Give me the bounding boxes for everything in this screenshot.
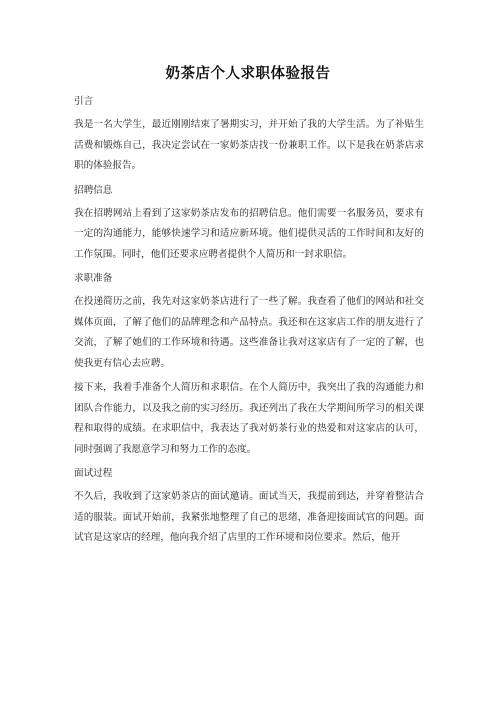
document-title: 奶茶店个人求职体验报告 — [165, 66, 331, 82]
section-heading-intro: 引言 — [74, 96, 94, 107]
section-paragraph: 接下来，我着手准备个人简历和求职信。在个人简历中，我突出了我的沟通能力和团队合作能力，以及我之前的实习经历。我还列出了我在大学期间所学习的相关课程和取得的成绩。在求职信中，我表达了我对奶茶行业的热爱和对这家店的认可，同时强调了我愿意学习和努力工作的态度。 — [74, 382, 424, 455]
section-heading-interview-process: 面试过程 — [74, 468, 113, 479]
section-paragraph: 在投递简历之前，我先对这家奶茶店进行了一些了解。我查看了他们的网站和社交媒体页面，了解了他们的品牌理念和产品特点。我还和在这家店工作的朋友进行了交流，了解了她们的工作环境和待遇。这些准备让我对这家店有了一定的了解，也使我更有信心去应聘。 — [74, 296, 424, 369]
section-paragraph: 不久后，我收到了这家奶茶店的面试邀请。面试当天，我提前到达，并穿着整洁合适的服装。面试开始前，我紧张地整理了自己的思绪，准备迎接面试官的问题。面试官是这家店的经理，他向我介绍了店里的工作环境和岗位要求。然后，他开 — [74, 491, 424, 543]
document-body — [74, 92, 424, 553]
section-paragraph: 我是一名大学生，最近刚刚结束了暑期实习，并开始了我的大学生活。为了补贴生活费和锻炼自己，我决定尝试在一家奶茶店找一份兼职工作。以下是我在奶茶店求职的体验报告。 — [74, 119, 424, 171]
section-heading-recruitment-info: 招聘信息 — [74, 184, 113, 196]
section-paragraph: 我在招聘网站上看到了这家奶茶店发布的招聘信息。他们需要一名服务员，要求有一定的沟通能力，能够快速学习和适应新环境。他们提供灵活的工作时间和友好的工作氛围。同时，他们还要求应聘者提供个人简历和一封求职信。 — [74, 207, 424, 260]
section-heading-job-preparation: 求职准备 — [74, 273, 113, 284]
